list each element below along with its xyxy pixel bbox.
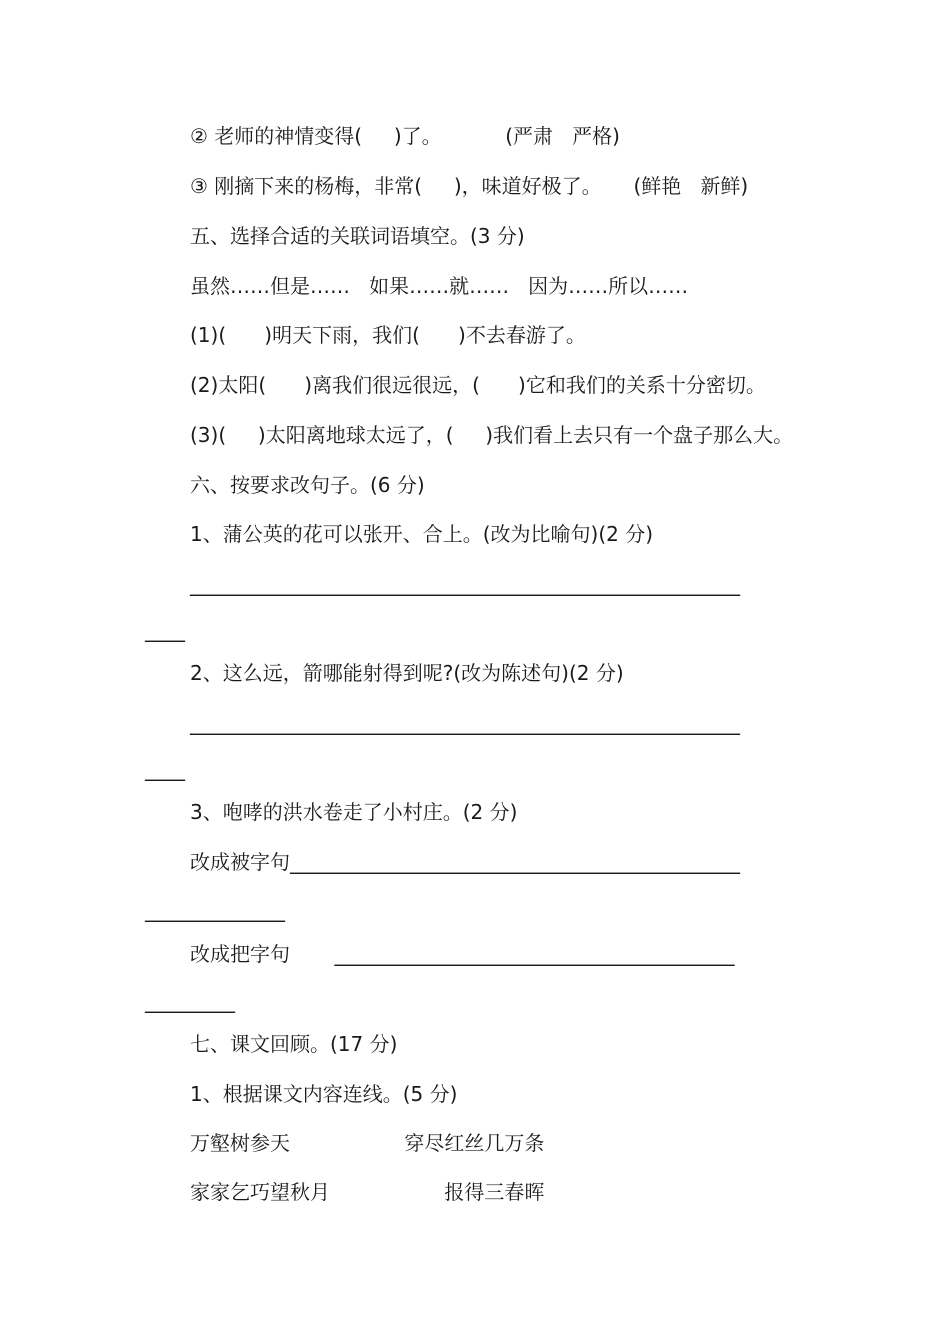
q5-item-1: (1)( )明天下雨，我们( )不去春游了。 [190, 323, 586, 347]
answer-line: _______________________________________________________ [190, 572, 740, 596]
answer-line: _______________________________________________________ [190, 711, 740, 735]
q4-item-3: ③ 刚摘下来的杨梅，非常( )，味道好极了。 (鲜艳 新鲜) [190, 174, 749, 198]
q5-item-3: (3)( )太阳离地球太远了，( )我们看上去只有一个盘子那么大。 [190, 423, 794, 447]
matching-row-2: 家家乞巧望秋月 报得三春晖 [190, 1180, 545, 1204]
q6-item-2: 2、这么远，箭哪能射得到呢?(改为陈述句)(2 分) [190, 661, 624, 685]
q4-item-2: ② 老师的神情变得( )了。 (严肃 严格) [190, 124, 620, 148]
answer-line-tail: ____ [145, 618, 185, 642]
section-6-heading: 六、按要求改句子。(6 分) [190, 473, 425, 497]
q6-item-3: 3、咆哮的洪水卷走了小村庄。(2 分) [190, 800, 518, 824]
section-7-heading: 七、课文回顾。(17 分) [190, 1032, 398, 1056]
passive-sentence-prompt: 改成被字句_____________________________________________ [190, 850, 740, 874]
answer-line-tail: _________ [145, 989, 235, 1013]
answer-line-tail: ____ [145, 757, 185, 781]
q7-item-1: 1、根据课文内容连线。(5 分) [190, 1082, 458, 1106]
q5-item-2: (2)太阳( )离我们很远很远，( )它和我们的关系十分密切。 [190, 373, 766, 397]
section-5-heading: 五、选择合适的关联词语填空。(3 分) [190, 224, 525, 248]
q6-item-1: 1、蒲公英的花可以张开、合上。(改为比喻句)(2 分) [190, 522, 654, 546]
ba-sentence-prompt: 改成把字句 ________________________________________ [190, 942, 735, 966]
matching-row-1: 万壑树参天 穿尽红丝几万条 [190, 1131, 545, 1155]
conjunction-options: 虽然……但是…… 如果……就…… 因为……所以…… [190, 274, 689, 298]
answer-line-tail: ______________ [145, 898, 285, 922]
